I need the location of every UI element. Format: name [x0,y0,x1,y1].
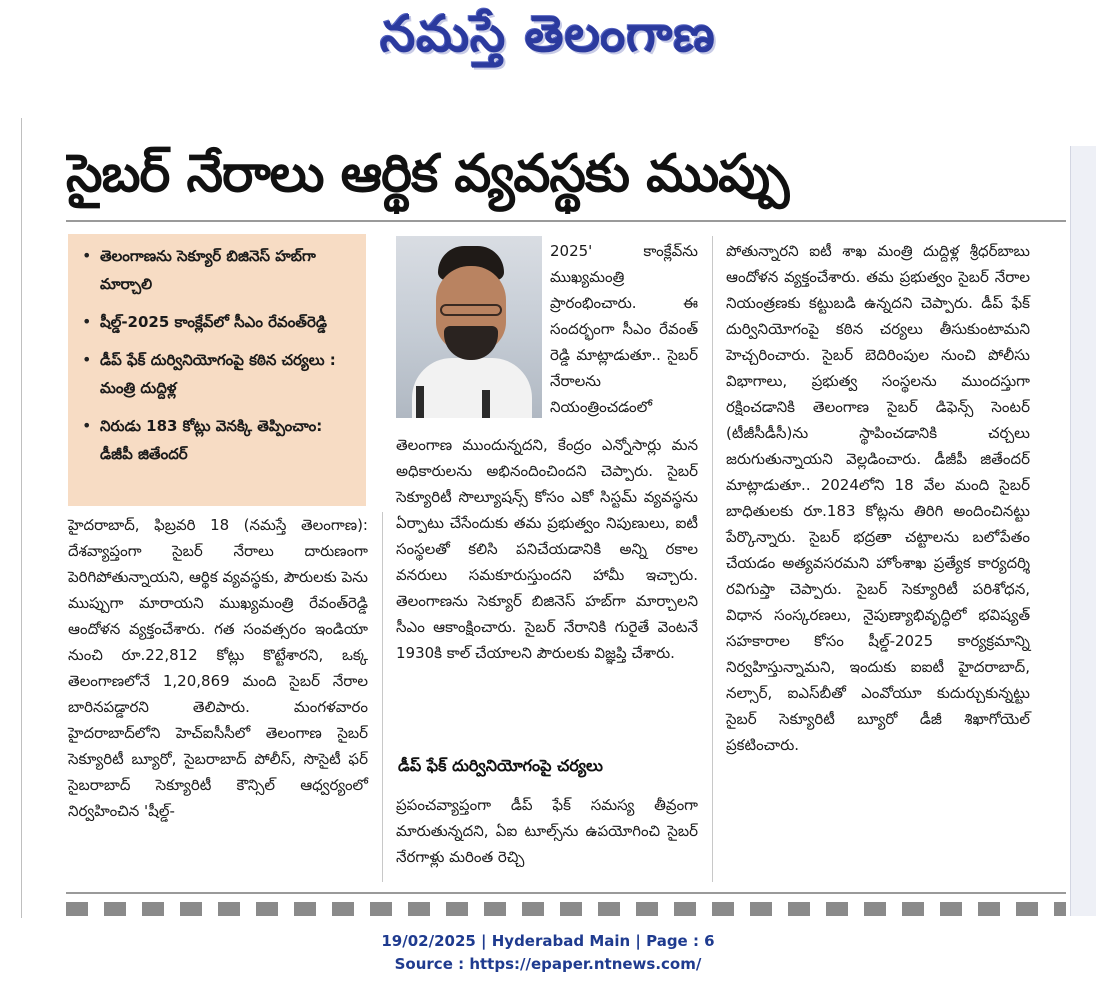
article-column-3 [726,238,1030,758]
summary-item [82,308,356,336]
bullet-icon: • [82,246,92,265]
summary-item [82,412,356,468]
article-paragraph: పోతున్నారని ఐటీ శాఖ మంత్రి దుద్దిళ్ల శ్రీధర్‌బాబు ఆందోళన వ్యక్తంచేశారు. తమ ప్రభుత్వం సైబర్ నేరాల నియంత్రణకు కట్టుబడి ఉన్నదని చెప్పారు. డీప్ ఫేక్ దుర్వినియోగంపై కఠిన చర్యలు తీసుకుంటామని హెచ్చరించారు. సైబర్ బెదిరింపుల నుంచి పోలీసు విభాగాలు, ప్రభుత్వ సంస్థలను ముందస్తుగా రక్షించడానికి తెలంగాణ సైబర్ డిఫెన్స్ సెంటర్ (టీజీసీడీసీ)ను స్థాపించడానికి చర్చలు జరుగుతున్నాయని వెల్లడించారు. డీజీపీ జితేందర్ మాట్లాడుతూ.. 2024లోని 18 వేల మంది సైబర్ బాధితులకు రూ.183 కోట్లను తిరిగి అందించినట్టు పేర్కొన్నారు. సైబర్ భద్రతా చట్టాలను బలోపేతం చేయడం అత్యవసరమని హోంశాఖ ప్రత్యేక కార్యదర్శి రవిగుప్తా చెప్పారు. సైబర్ సెక్యూరిటీ పరిశోధన, విధాన సంస్కరణలు, నైపుణ్యాభివృద్ధిలో భవిష్యత్ సహకారాల కోసం షీల్డ్-2025 కార్యక్రమాన్ని నిర్వహిస్తున్నామని, ఇందుకు ఐఐటీ హైదరాబాద్, నల్సార్, ఐఎస్‌బీతో ఎంవోయూ కుదుర్చుకున్నట్టు సైబర్ సెక్యూరిటీ బ్యూరో డీజీ శిఖాగోయెల్ ప్రకటించారు. [726,242,1030,754]
right-page-edge [1070,146,1096,916]
summary-item [82,242,356,298]
source-link[interactable]: Source : https://epaper.ntnews.com/ [394,955,702,973]
summary-text: డీప్ ఫేక్ దుర్వినియోగంపై కఠిన చర్యలు : మంత్రి దుద్దిళ్ల [100,351,336,397]
next-article-cut-off [66,902,1066,916]
headline: సైబర్ నేరాలు ఆర్థిక వ్యవస్థకు ముప్పు [66,144,789,204]
bullet-icon: • [82,312,92,331]
article-column-1 [68,512,368,824]
article-paragraph: 2025' కాంక్లేవ్‌ను ముఖ్యమంత్రి ప్రారంభించారు. ఈ సందర్భంగా సీఎం రేవంత్ రెడ్డి మాట్లాడుతూ.. సైబర్ నేరాలను నియంత్రించడంలో [550,242,698,416]
column-divider [712,236,713,882]
article-column-2-top [550,238,698,420]
article-paragraph: తెలంగాణ ముందున్నదని, కేంద్రం ఎన్నోసార్లు మన అధికారులను అభినందించిందని చెప్పారు. సైబర్ సెక్యూరిటీ సొల్యూషన్స్ కోసం ఎకో సిస్టమ్ వ్యవస్థను ఏర్పాటు చేసేందుకు తమ ప్రభుత్వం నిపుణులు, ఐటీ సంస్థలతో కలిసి పనిచేయడానికి అన్ని రకాల వనరులు సమకూరుస్తుందని హామీ ఇచ్చారు. తెలంగాణను సెక్యూర్ బిజినెస్ హబ్‌గా మార్చాలని సీఎం ఆకాంక్షించారు. సైబర్ నేరానికి గురైతే వెంటనే 1930కి కాల్ చేయాలని పౌరులకు విజ్ఞప్తి చేశారు. [396,436,698,662]
chief-minister-photo [396,236,542,418]
column-divider [382,512,383,882]
photo-beard [444,326,498,360]
headline-divider [66,220,1066,222]
left-page-edge [0,118,22,918]
edition-info: 19/02/2025 | Hyderabad Main | Page : 6 [381,932,715,950]
summary-text: తెలంగాణను సెక్యూర్ బిజినెస్ హబ్‌గా మార్చాలి [100,247,316,293]
article-column-2-bottom [396,792,698,870]
article-paragraph: ప్రపంచవ్యాప్తంగా డీప్ ఫేక్ సమస్య తీవ్రంగా మారుతున్నదని, ఏఐ టూల్స్‌ను ఉపయోగించి సైబర్ నేరగాళ్లు మరింత రెచ్చి [396,796,698,866]
summary-box [68,234,366,506]
article-subheading: డీప్ ఫేక్ దుర్వినియోగంపై చర్యలు [398,756,603,775]
summary-text: నిరుడు 183 కోట్లు వెనక్కి తెప్పించాం: డీజీపీ జితేందర్ [100,417,323,463]
newspaper-logo: నమస్తే తెలంగాణ [380,4,716,63]
masthead [0,0,1096,80]
bullet-icon: • [82,350,92,369]
bottom-divider [66,892,1066,894]
summary-text: షీల్డ్-2025 కాంక్లేవ్‌లో సీఎం రేవంత్‌రెడ్డి [100,313,327,331]
summary-item [82,346,356,402]
article-paragraph: హైదరాబాద్, ఫిబ్రవరి 18 (నమస్తే తెలంగాణ): దేశవ్యాప్తంగా సైబర్ నేరాలు దారుణంగా పెరిగిపోతున్నాయని, ఆర్థిక వ్యవస్థకు, పౌరులకు పెను ముప్పుగా మారాయని ముఖ్యమంత్రి రేవంత్‌రెడ్డి ఆందోళన వ్యక్తంచేశారు. గత సంవత్సరం ఇండియా నుంచి రూ.22,812 కోట్లు కొట్టేశారని, ఒక్క తెలంగాణలోనే 1,20,869 మంది సైబర్ నేరాల బారినపడ్డారని తెలిపారు. మంగళవారం హైదరాబాద్‌లోని హెచ్ఐసీసీలో తెలంగాణ సైబర్ సెక్యూరిటీ బ్యూరో, సైబరాబాద్ పోలీస్, సొసైటీ ఫర్ సైబరాబాద్ సెక్యూరిటీ కౌన్సిల్ ఆధ్వర్యంలో నిర్వహించిన 'షీల్డ్- [68,516,368,820]
article-column-2 [396,432,698,666]
microphone-icon [416,386,424,418]
photo-body [412,358,532,418]
bullet-icon: • [82,416,92,435]
microphone-icon [482,390,490,418]
photo-glasses [440,304,502,316]
